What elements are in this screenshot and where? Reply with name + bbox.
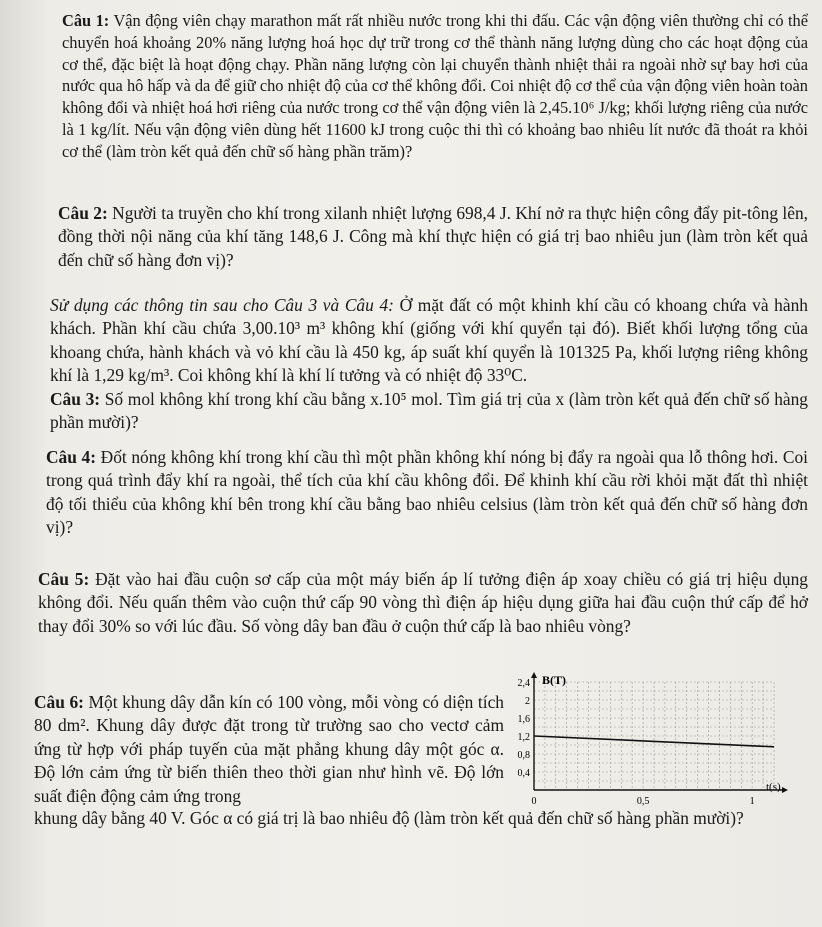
- shared-context-text: Ở mặt đất có một khinh khí cầu có khoang chứa và hành khách. Phần khí cầu chứa 3,00.10³ m³ không khí (giống với khí quyển tại đó). Biết khối lượng tổng của khoang chứa, hành khách và vỏ khí cầu là 450 kg, áp suất khí quyển là 101325 Pa, khối lượng riêng không khí là 1,29 kg/m³. Coi không khí là khí lí tưởng và có nhiệt độ 33⁰C.: [50, 295, 808, 386]
- x-axis-arrow: [782, 787, 788, 793]
- chart-grid: [534, 682, 774, 790]
- question-1: [62, 10, 808, 163]
- x-tick-label: 1: [749, 796, 755, 807]
- question-3-label: Câu 3:: [50, 388, 101, 409]
- question-3-text: Số mol không khí trong khí cầu bằng x.10⁵ mol. Tìm giá trị của x (làm tròn kết quả đến chữ số hàng phần mười)?: [50, 388, 808, 433]
- y-axis-arrow: [531, 672, 537, 678]
- shared-context-q3-q4: [50, 294, 808, 434]
- question-2-text: Người ta truyền cho khí trong xilanh nhiệt lượng 698,4 J. Khí nở ra thực hiện công đẩy pit-tông lên, đồng thời nội năng của khí tăng 148,6 J. Công mà khí thực hiện có giá trị bao nhiêu jun (làm tròn kết quả đến chữ số hàng đơn vị)?: [58, 203, 808, 270]
- question-1-text: Vận động viên chạy marathon mất rất nhiều nước trong khi thi đấu. Các vận động viên thường chỉ có thể chuyển hoá khoảng 20% năng lượng hoá học dự trữ trong cơ thể thành năng lượng dùng cho các hoạt động của cơ thể, đặc biệt là hoạt động chạy. Phần năng lượng còn lại chuyển thành nhiệt thải ra ngoài nhờ sự bay hơi của nước qua hô hấp và da để giữ cho nhiệt độ của cơ thể không đổi. Coi nhiệt độ cơ thể của vận động viên hoàn toàn không đổi và nhiệt hoá hơi riêng của nước trong cơ thể vận động viên là 2,45.10⁶ J/kg; khối lượng riêng của nước là 1 kg/lít. Nếu vận động viên dùng hết 11600 kJ trong cuộc thi thì có khoảng bao nhiêu lít nước đã thoát ra khỏi cơ thể (làm tròn kết quả đến chữ số hàng phần trăm)?: [62, 11, 808, 161]
- question-6-text-part1: Một khung dây dẫn kín có 100 vòng, mỗi vòng có diện tích 80 dm². Khung dây được đặt trong từ trường sao cho vectơ cảm ứng từ hợp với pháp tuyến của mặt phẳng khung dây một góc α. Độ lớn cảm ứng từ biến thiên theo thời gian như hình vẽ. Độ lớn suất điện động cảm ứng trong: [34, 692, 504, 806]
- question-5-text: Đặt vào hai đầu cuộn sơ cấp của một máy biến áp lí tưởng điện áp xoay chiều có giá trị hiệu dụng không đổi. Nếu quấn thêm vào cuộn thứ cấp 90 vòng thì điện áp hiệu dụng giữa hai đầu cuộn thứ cấp để hở thay đổi 30% so với lúc đầu. Số vòng dây ban đầu ở cuộn thứ cấp là bao nhiêu vòng?: [38, 569, 808, 636]
- y-tick-label: 1,6: [517, 714, 530, 725]
- question-4: [46, 446, 808, 540]
- chart-tick-labels: [518, 678, 755, 807]
- question-1-label: Câu 1:: [62, 11, 110, 30]
- x-tick-label: 0: [531, 796, 537, 807]
- question-2: [58, 202, 808, 272]
- y-tick-label: 2: [525, 696, 530, 707]
- y-axis-label: B(T): [542, 673, 566, 687]
- question-6-text-part2: khung dây bằng 40 V. Góc α có giá trị là bao nhiêu độ (làm tròn kết quả đến chữ số hàng phần mười)?: [34, 808, 744, 828]
- y-tick-label: 1,2: [517, 732, 530, 743]
- question-6: [34, 691, 504, 808]
- question-5: [38, 568, 808, 638]
- y-tick-label: 2,4: [517, 678, 530, 689]
- y-tick-label: 0,4: [517, 768, 530, 779]
- question-2-label: Câu 2:: [58, 203, 108, 223]
- question-6-label: Câu 6:: [34, 692, 84, 712]
- shared-context-lead: Sử dụng các thông tin sau cho Câu 3 và Câu 4:: [50, 295, 394, 315]
- chart-axes: [531, 672, 788, 793]
- b-vs-t-chart: [504, 672, 794, 818]
- question-4-text: Đốt nóng không khí trong khí cầu thì một phần không khí nóng bị đẩy ra ngoài qua lỗ thông hơi. Coi trong quá trình đẩy khí ra ngoài, thể tích của khí cầu không đổi. Để khinh khí cầu rời khỏi mặt đất thì nhiệt độ tối thiểu của không khí bên trong khí cầu bằng bao nhiêu celsius (làm tròn kết quả đến chữ số hàng đơn vị)?: [46, 447, 808, 538]
- question-4-label: Câu 4:: [46, 447, 97, 467]
- y-tick-label: 0,8: [517, 750, 530, 761]
- x-axis-label: t(s): [766, 781, 781, 793]
- question-5-label: Câu 5:: [38, 569, 90, 589]
- x-tick-label: 0,5: [636, 796, 650, 807]
